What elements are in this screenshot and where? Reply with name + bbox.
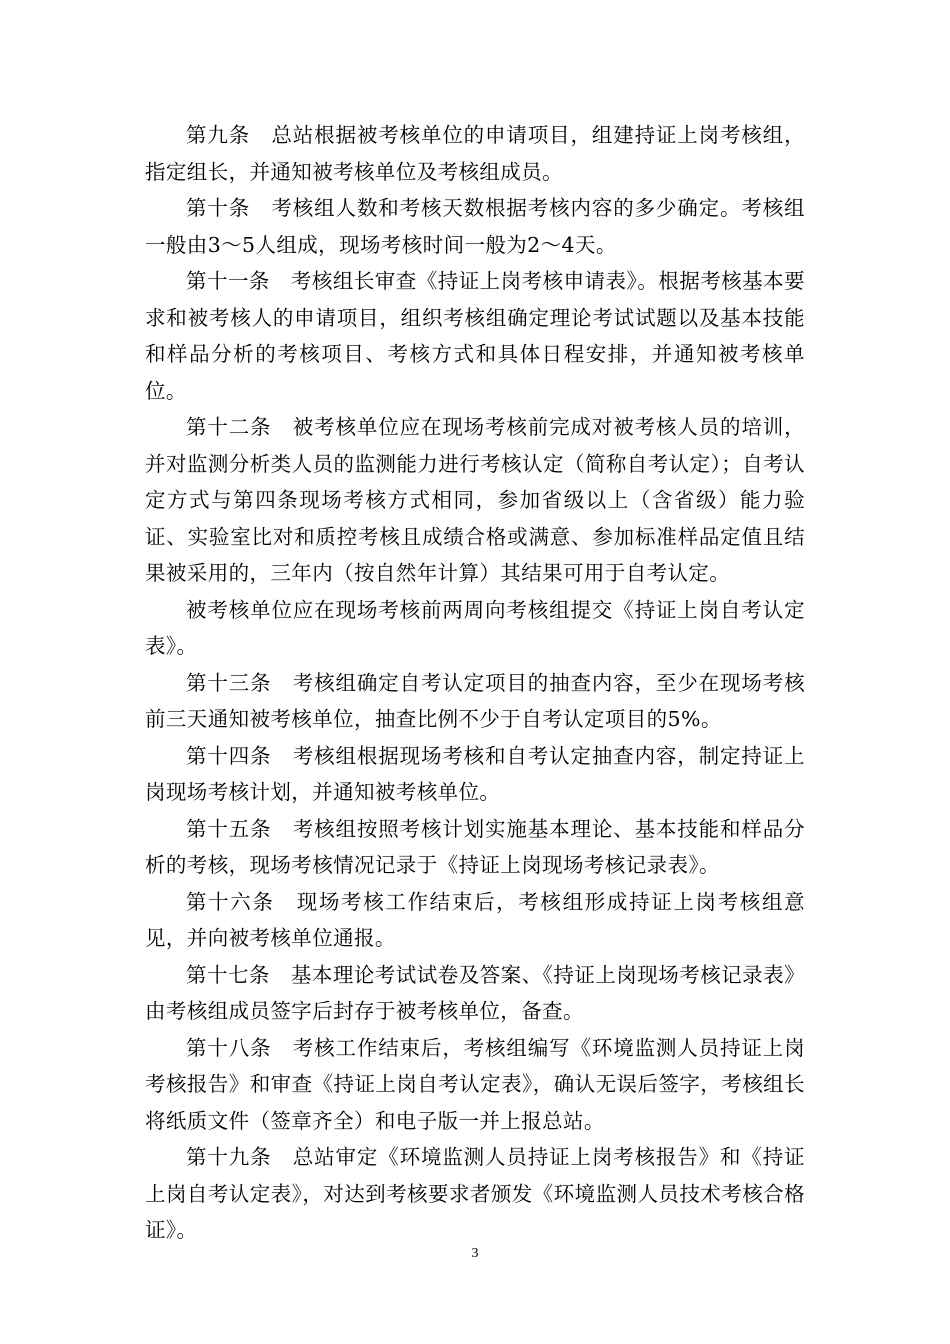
article-16-paragraph: 第十六条 现场考核工作结束后，考核组形成持证上岗考核组意见，并向被考核单位通报。 — [145, 889, 805, 950]
article-14-paragraph: 第十四条 考核组根据现场考核和自考认定抽查内容，制定持证上岗现场考核计划，并通知被考核单位。 — [145, 743, 805, 804]
article-19-paragraph: 第十九条 总站审定《环境监测人员持证上岗考核报告》和《持证上岗自考认定表》，对达到考核要求者颁发《环境监测人员技术考核合格证》。 — [145, 1145, 805, 1242]
article-11-paragraph: 第十一条 考核组长审查《持证上岗考核申请表》。根据考核基本要求和被考核人的申请项目，组织考核组确定理论考试试题以及基本技能和样品分析的考核项目、考核方式和具体日程安排，并通知被考核单位。 — [145, 269, 805, 403]
article-10-paragraph: 第十条 考核组人数和考核天数根据考核内容的多少确定。考核组一般由3～5人组成，现场考核时间一般为2～4天。 — [145, 196, 805, 257]
article-15-paragraph: 第十五条 考核组按照考核计划实施基本理论、基本技能和样品分析的考核，现场考核情况记录于《持证上岗现场考核记录表》。 — [145, 816, 805, 877]
article-9-paragraph: 第九条 总站根据被考核单位的申请项目，组建持证上岗考核组，指定组长，并通知被考核单位及考核组成员。 — [145, 123, 805, 184]
article-18-paragraph: 第十八条 考核工作结束后，考核组编写《环境监测人员持证上岗考核报告》和审查《持证上岗自考认定表》，确认无误后签字，考核组长将纸质文件（签章齐全）和电子版一并上报总站。 — [145, 1035, 805, 1133]
article-13-paragraph: 第十三条 考核组确定自考认定项目的抽查内容，至少在现场考核前三天通知被考核单位，抽查比例不少于自考认定项目的5%。 — [145, 670, 805, 731]
page-number: 3 — [471, 1246, 479, 1261]
self-assessment-submission-paragraph: 被考核单位应在现场考核前两周向考核组提交《持证上岗自考认定表》。 — [145, 597, 805, 658]
document-body — [145, 117, 805, 1249]
article-17-paragraph: 第十七条 基本理论考试试卷及答案、《持证上岗现场考核记录表》由考核组成员签字后封存于被考核单位，备查。 — [145, 962, 805, 1023]
article-12-paragraph: 第十二条 被考核单位应在现场考核前完成对被考核人员的培训，并对监测分析类人员的监测能力进行考核认定（简称自考认定）；自考认定方式与第四条现场考核方式相同，参加省级以上（含省级）能力验证、实验室比对和质控考核且成绩合格或满意、参加标准样品定值且结果被采用的，三年内（按自然年计算）其结果可用于自考认定。 — [145, 415, 805, 585]
